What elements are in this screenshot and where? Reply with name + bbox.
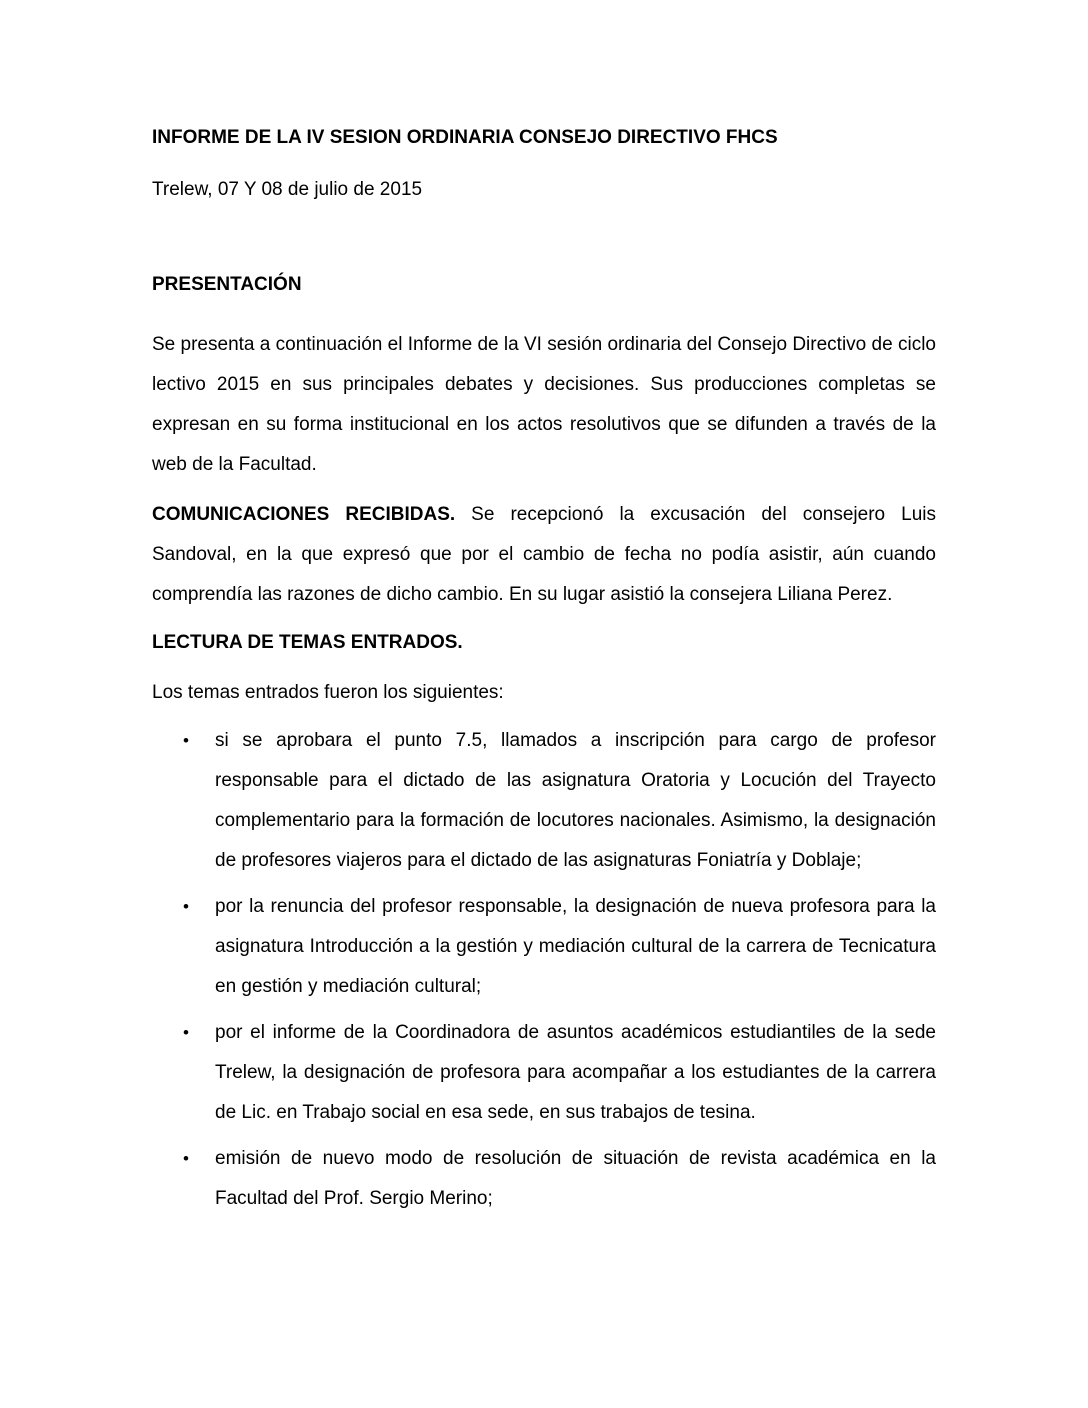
bullet-icon: •: [183, 1149, 189, 1168]
lectura-intro-paragraph: Los temas entrados fueron los siguientes:: [152, 682, 504, 703]
communications-paragraph: [152, 495, 936, 615]
presentation-heading: PRESENTACIÓN: [152, 274, 302, 295]
list-item: [152, 721, 936, 881]
list-item: [152, 1013, 936, 1133]
list-item-text: por la renuncia del profesor responsable, la designación de nueva profesora para la asignatura Introducción a la gestión y mediación cultural de la carrera de Tecnicatura en gestión y mediación cultural;: [215, 896, 936, 997]
document-title: INFORME DE LA IV SESION ORDINARIA CONSEJO DIRECTIVO FHCS: [152, 127, 778, 148]
communications-body-text: Se recepcionó la excusación del consejero Luis Sandoval, en la que expresó que por el cambio de fecha no podía asistir, aún cuando comprendía las razones de dicho cambio. En su lugar asistió la consejera Liliana Perez.: [152, 504, 936, 605]
list-item-text: emisión de nuevo modo de resolución de situación de revista académica en la Facultad del Prof. Sergio Merino;: [215, 1148, 936, 1209]
bullet-icon: •: [183, 1023, 189, 1042]
bullet-icon: •: [183, 897, 189, 916]
document-dateline: Trelew, 07 Y 08 de julio de 2015: [152, 179, 423, 200]
communications-heading: COMUNICACIONES RECIBIDAS.: [152, 504, 456, 525]
document-content: [152, 0, 936, 1219]
list-item-text: por el informe de la Coordinadora de asuntos académicos estudiantiles de la sede Trelew, la designación de profesora para acompañar a los estudiantes de la carrera de Lic. en Trabajo social en esa sede, en sus trabajos de tesina.: [215, 1022, 936, 1123]
bullet-icon: •: [183, 731, 189, 750]
list-item-text: si se aprobara el punto 7.5, llamados a inscripción para cargo de profesor responsable para el dictado de las asignatura Oratoria y Locución del Trayecto complementario para la formación de locutores nacionales. Asimismo, la designación de profesores viajeros para el dictado de las asignaturas Foniatría y Doblaje;: [215, 730, 936, 871]
temas-entrados-list: [152, 721, 936, 1219]
presentation-paragraph: Se presenta a continuación el Informe de la VI sesión ordinaria del Consejo Directivo de ciclo lectivo 2015 en sus principales debates y decisiones. Sus producciones completas se expresan en su forma institucional en los actos resolutivos que se difunden a través de la web de la Facultad.: [152, 334, 936, 475]
list-item: [152, 887, 936, 1007]
list-item: [152, 1139, 936, 1219]
lectura-heading: LECTURA DE TEMAS ENTRADOS.: [152, 632, 463, 653]
